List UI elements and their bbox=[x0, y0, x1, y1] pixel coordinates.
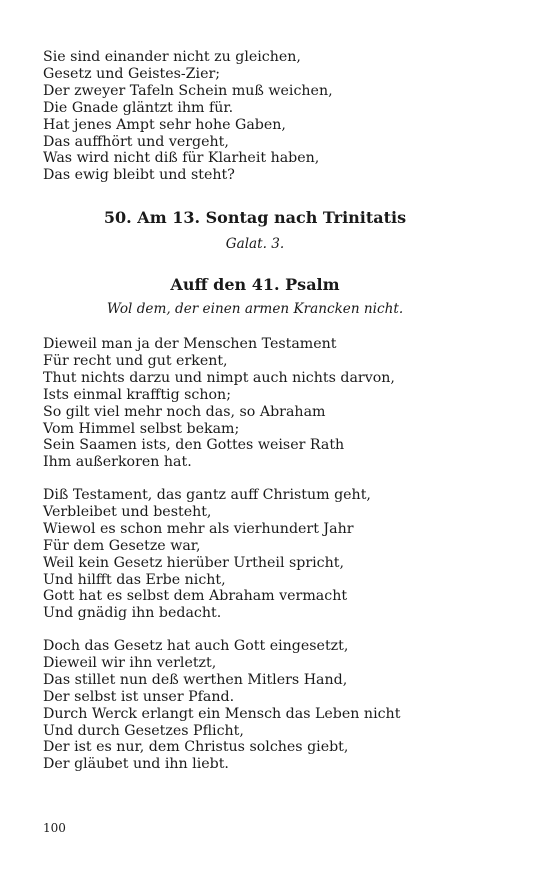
verse-line: Durch Werck erlangt ein Mensch das Leben nicht bbox=[43, 705, 401, 722]
melody-indication: Wol dem, der einen armen Krancken nicht. bbox=[106, 301, 404, 317]
verse-line: Doch das Gesetz hat auch Gott eingesetzt, bbox=[43, 638, 349, 654]
verse-line: Vom Himmel selbst bekam; bbox=[43, 420, 240, 437]
verse-line: Gesetz und Geistes-Zier; bbox=[43, 65, 221, 82]
verse-line: Ists einmal krafftig schon; bbox=[43, 386, 231, 403]
verse-line: Für recht und gut erkent, bbox=[43, 352, 228, 369]
verse-line: Der selbst ist unser Pfand. bbox=[43, 688, 235, 705]
verse-line: Verbleibet und besteht, bbox=[43, 503, 212, 520]
verse-line: Das stillet nun deß werthen Mitlers Hand, bbox=[43, 671, 348, 688]
verse-line: Hat jenes Ampt sehr hohe Gaben, bbox=[43, 116, 286, 133]
verse-line: Und hilfft das Erbe nicht, bbox=[43, 571, 226, 588]
verse-line: Die Gnade gläntzt ihm für. bbox=[43, 99, 234, 116]
scripture-reference: Galat. 3. bbox=[225, 236, 285, 252]
verse-line: Und gnädig ihn bedacht. bbox=[43, 605, 222, 622]
verse-line: Und durch Gesetzes Pflicht, bbox=[43, 722, 244, 739]
stanza-previous-hymn-ending bbox=[43, 49, 513, 184]
verse-line: So gilt viel mehr noch das, so Abraham bbox=[43, 403, 326, 420]
verse-line: Der zweyer Tafeln Schein muß weichen, bbox=[43, 82, 333, 99]
section-title: 50. Am 13. Sontag nach Trinitatis bbox=[103, 208, 407, 227]
verse-line: Der gläubet und ihn liebt. bbox=[43, 756, 229, 773]
verse-line: Sie sind einander nicht zu gleichen, bbox=[43, 49, 301, 65]
verse-line: Thut nichts darzu und nimpt auch nichts darvon, bbox=[43, 369, 395, 386]
stanza-2 bbox=[43, 487, 513, 622]
verse-line: Sein Saamen ists, den Gottes weiser Rath bbox=[43, 437, 345, 454]
page-number: 100 bbox=[43, 821, 66, 835]
verse-line: Das ewig bleibt und steht? bbox=[43, 167, 235, 184]
hymn-title: Auff den 41. Psalm bbox=[170, 275, 340, 294]
verse-line: Weil kein Gesetz hierüber Urtheil spricht, bbox=[43, 554, 344, 571]
verse-line: Dieweil wir ihn verletzt, bbox=[43, 654, 217, 671]
verse-line: Für dem Gesetze war, bbox=[43, 537, 201, 554]
verse-line: Was wird nicht diß für Klarheit haben, bbox=[43, 150, 320, 167]
verse-line: Das auffhört und vergeht, bbox=[43, 133, 229, 150]
verse-line: Ihm außerkoren hat. bbox=[43, 454, 192, 471]
stanza-3 bbox=[43, 638, 513, 773]
verse-line: Wiewol es schon mehr als vierhundert Jahr bbox=[43, 520, 354, 537]
verse-line: Diß Testament, das gantz auff Christum geht, bbox=[43, 487, 371, 503]
stanza-1 bbox=[43, 336, 513, 471]
verse-line: Der ist es nur, dem Christus solches giebt, bbox=[43, 739, 349, 756]
verse-line: Dieweil man ja der Menschen Testament bbox=[43, 336, 337, 352]
verse-line: Gott hat es selbst dem Abraham vermacht bbox=[43, 588, 348, 605]
